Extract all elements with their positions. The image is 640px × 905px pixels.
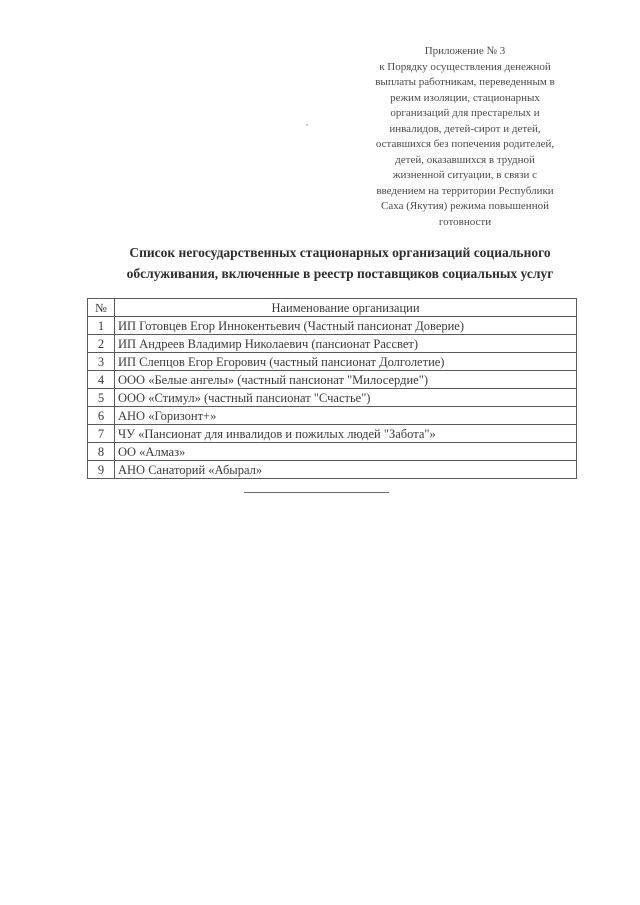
table-header-row (88, 299, 577, 317)
appendix-line: оставшихся без попечения родителей, (375, 138, 555, 150)
row-number: 5 (88, 389, 115, 407)
table-row (88, 425, 577, 443)
organization-name: ООО «Стимул» (частный пансионат "Счастье") (115, 389, 577, 407)
row-number: 2 (88, 335, 115, 353)
table-row (88, 461, 577, 479)
appendix-line: Саха (Якутия) режима повышенной (381, 200, 549, 212)
organization-name: ИП Андреев Владимир Николаевич (пансионат Рассвет) (115, 335, 577, 353)
appendix-line: детей, оказавшихся в трудной (395, 153, 535, 166)
row-number: 1 (88, 317, 115, 335)
closing-divider-line (244, 492, 389, 493)
title-line-2: обслуживания, включенные в реестр поставщиков социальных услуг (126, 266, 554, 281)
organization-name: ИП Слепцов Егор Егорович (частный пансионат Долголетие) (115, 353, 577, 371)
appendix-line: введением на территории Республики (376, 184, 554, 197)
row-number: 4 (88, 371, 115, 389)
column-header-number: № (88, 299, 115, 317)
appendix-line: жизненной ситуации, в связи с (392, 169, 538, 181)
document-title (70, 242, 610, 284)
title-line-1: Список негосударственных стационарных организаций социального (129, 245, 551, 260)
table-row (88, 407, 577, 425)
row-number: 6 (88, 407, 115, 425)
organization-name: ИП Готовцев Егор Иннокентьевич (Частный пансионат Доверие) (115, 317, 577, 335)
appendix-note (355, 44, 575, 230)
organization-name: ЧУ «Пансионат для инвалидов и пожилых людей "Забота"» (115, 425, 577, 443)
appendix-line: организаций для престарелых и (390, 107, 540, 119)
row-number: 9 (88, 461, 115, 479)
table-row (88, 335, 577, 353)
organization-name: ООО «Белые ангелы» (частный пансионат "Милосердие") (115, 371, 577, 389)
appendix-line: инвалидов, детей-сирот и детей, (389, 122, 541, 135)
table-row (88, 317, 577, 335)
organizations-table (87, 298, 577, 479)
column-header-name: Наименование организации (115, 299, 577, 317)
appendix-line: Приложение № 3 (424, 45, 506, 57)
row-number: 3 (88, 353, 115, 371)
scan-speck (306, 124, 308, 126)
organization-name: АНО «Горизонт+» (115, 407, 577, 425)
table-row (88, 443, 577, 461)
appendix-line: готовности (438, 215, 492, 228)
organization-name: ОО «Алмаз» (115, 443, 577, 461)
row-number: 8 (88, 443, 115, 461)
appendix-line: выплаты работникам, переведенным в (375, 76, 555, 88)
table-row (88, 371, 577, 389)
appendix-line: режим изоляции, стационарных (390, 91, 540, 104)
row-number: 7 (88, 425, 115, 443)
appendix-line: к Порядку осуществления денежной (379, 60, 551, 73)
organization-name: АНО Санаторий «Абырал» (115, 461, 577, 479)
table-row (88, 389, 577, 407)
table-row (88, 353, 577, 371)
